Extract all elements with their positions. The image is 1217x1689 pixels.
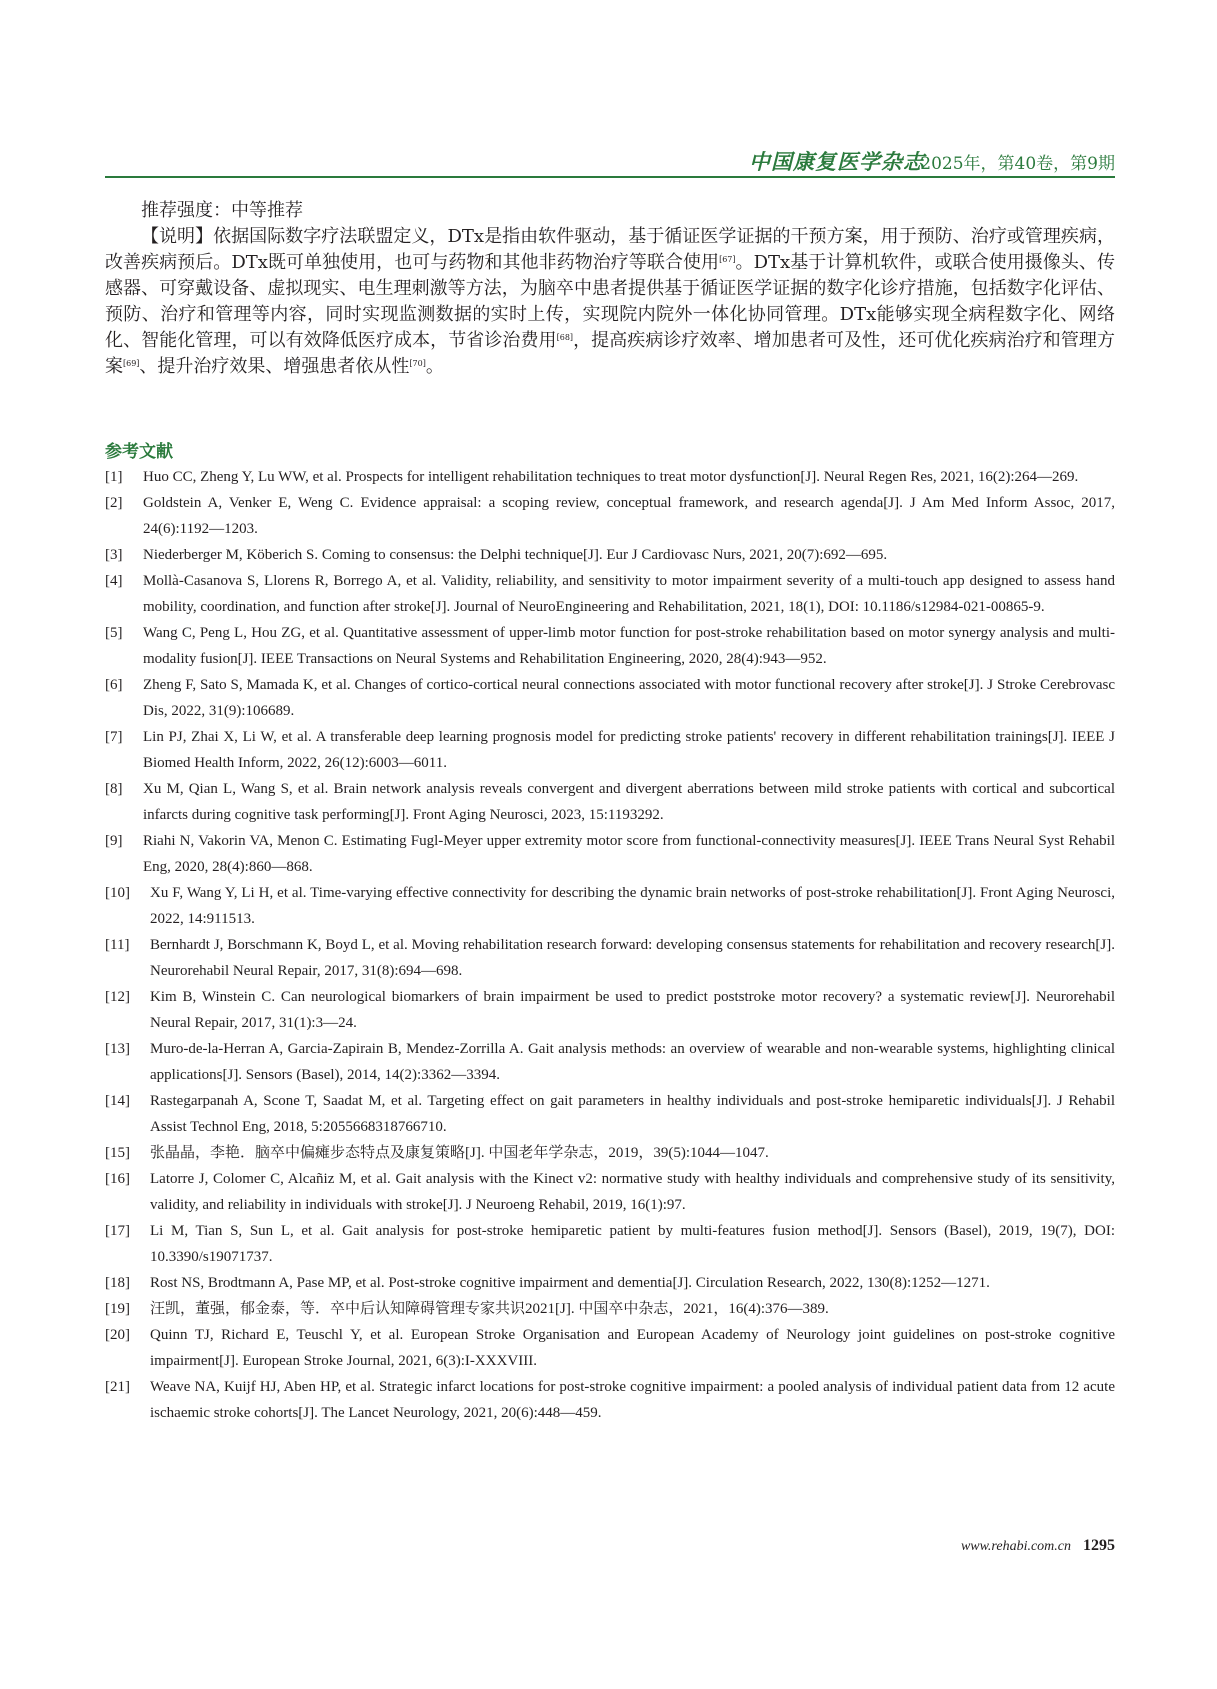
reference-text: Lin PJ, Zhai X, Li W, et al. A transferable deep learning prognosis model for predicting stroke patients' recovery in different rehabilitation trainings[J]. IEEE J Biomed Health Inform, 2022, 26(12):6003—6011. [143, 729, 1115, 771]
reference-number: [12] [105, 989, 130, 1005]
reference-text: Muro-de-la-Herran A, Garcia-Zapirain B, Mendez-Zorrilla A. Gait analysis methods: an overview of wearable and non-wearable systems, highlighting clinical applications[J]. Sensors (Basel), 2014, 14(2):3362—3394. [150, 1041, 1115, 1083]
reference-item [105, 880, 1115, 932]
page-header [105, 146, 1115, 176]
journal-logo: 中国康复医学杂志 [749, 149, 925, 174]
note-text-2: 。DTx基于计算机软件，或联合使用摄像头、传感器、可穿戴设备、虚拟现实、电生理刺激等方法，为脑卒中患者提供基于循证医学证据的数字化诊疗措施，包括数字化评估、预防、治疗和管理等内容，同时实现监测数据的实时上传，实现院内院外一体化协同管理。DTx能够实现全病程数字化、网络化、智能化管理，可以有效降低医疗成本，节省诊治费用 [105, 252, 1115, 351]
reference-number: [20] [105, 1327, 130, 1343]
reference-text: Quinn TJ, Richard E, Teuschl Y, et al. European Stroke Organisation and European Academy of Neurology joint guidelines on post-stroke cognitive impairment[J]. European Stroke Journal, 2021, 6(3):I-XXXVIII. [150, 1327, 1115, 1369]
reference-number: [11] [105, 937, 130, 953]
reference-text: Rost NS, Brodtmann A, Pase MP, et al. Post-stroke cognitive impairment and dementia[J]. Circulation Research, 2022, 130(8):1252—1271. [150, 1275, 990, 1291]
reference-number: [4] [105, 573, 123, 589]
reference-item [105, 776, 1115, 828]
reference-item [105, 1166, 1115, 1218]
note-text-5: 。 [425, 356, 444, 377]
reference-number: [10] [105, 885, 130, 901]
header-divider [105, 176, 1115, 178]
reference-item [105, 984, 1115, 1036]
reference-item [105, 1218, 1115, 1270]
note-text-3: ，提高疾病诊疗效率、增加患者可及性，还可优化疾病治疗和管理方案 [105, 330, 1115, 377]
reference-number: [13] [105, 1041, 130, 1057]
note-text-4: 、提升治疗效果、增强患者依从性 [139, 356, 410, 377]
reference-number: [5] [105, 625, 123, 641]
reference-text: Riahi N, Vakorin VA, Menon C. Estimating Fugl-Meyer upper extremity motor score from functional-connectivity measures[J]. IEEE Trans Neural Syst Rehabil Eng, 2020, 28(4):860—868. [143, 833, 1115, 875]
reference-item [105, 1374, 1115, 1426]
reference-number: [18] [105, 1275, 130, 1291]
reference-item [105, 1296, 1115, 1322]
recommendation-strength [105, 198, 1115, 224]
reference-item [105, 724, 1115, 776]
reference-item [105, 1036, 1115, 1088]
reference-text: Wang C, Peng L, Hou ZG, et al. Quantitative assessment of upper-limb motor function for post-stroke rehabilitation based on motor synergy analysis and multi-modality fusion[J]. IEEE Transactions on Neural Systems and Rehabilitation Engineering, 2020, 28(4):943—952. [143, 625, 1115, 667]
reference-number: [16] [105, 1171, 130, 1187]
reference-item [105, 542, 1115, 568]
reference-text: Huo CC, Zheng Y, Lu WW, et al. Prospects for intelligent rehabilitation techniques to treat motor dysfunction[J]. Neural Regen Res, 2021, 16(2):264—269. [143, 469, 1079, 485]
citation-67[interactable]: [67] [719, 255, 736, 264]
citation-69[interactable]: [69] [123, 359, 140, 368]
reference-item [105, 568, 1115, 620]
reference-text: Latorre J, Colomer C, Alcañiz M, et al. Gait analysis with the Kinect v2: normative study with healthy individuals and comprehensive study of its sensitivity, validity, and reliability in individuals with stroke[J]. J Neuroeng Rehabil, 2019, 16(1):97. [150, 1171, 1115, 1213]
reference-text: 张晶晶，李艳．脑卒中偏瘫步态特点及康复策略[J]. 中国老年学杂志，2019，39(5):1044—1047. [150, 1145, 769, 1161]
reference-text: Kim B, Winstein C. Can neurological biomarkers of brain impairment be used to predict poststroke motor recovery? a systematic review[J]. Neurorehabil Neural Repair, 2017, 31(1):3—24. [150, 989, 1115, 1031]
reference-text: Mollà-Casanova S, Llorens R, Borrego A, et al. Validity, reliability, and sensitivity to motor impairment severity of a multi-touch app designed to assess hand mobility, coordination, and function after stroke[J]. Journal of NeuroEngineering and Rehabilitation, 2021, 18(1), DOI: 10.1186/s12984-021-00865-9. [143, 573, 1115, 615]
reference-item [105, 1270, 1115, 1296]
reference-number: [17] [105, 1223, 130, 1239]
reference-number: [8] [105, 781, 123, 797]
reference-text: Bernhardt J, Borschmann K, Boyd L, et al. Moving rehabilitation research forward: developing consensus statements for rehabilitation and recovery research[J]. Neurorehabil Neural Repair, 2017, 31(8):694—698. [150, 937, 1115, 979]
reference-item [105, 932, 1115, 984]
reference-number: [2] [105, 495, 123, 511]
reference-text: 汪凯，董强，郁金泰，等．卒中后认知障碍管理专家共识2021[J]. 中国卒中杂志，2021，16(4):376—389. [150, 1301, 829, 1317]
reference-item [105, 620, 1115, 672]
reference-number: [9] [105, 833, 123, 849]
reference-number: [14] [105, 1093, 130, 1109]
note-paragraph [105, 224, 1115, 380]
reference-item [105, 1322, 1115, 1374]
page-number: 1295 [1083, 1537, 1115, 1554]
reference-item [105, 1140, 1115, 1166]
reference-text: Rastegarpanah A, Scone T, Saadat M, et al. Targeting effect on gait parameters in healthy individuals and post-stroke hemiparetic individuals[J]. J Rehabil Assist Technol Eng, 2018, 5:2055668318766710. [150, 1093, 1115, 1135]
citation-68[interactable]: [68] [556, 333, 574, 342]
reference-text: Niederberger M, Köberich S. Coming to consensus: the Delphi technique[J]. Eur J Cardiovasc Nurs, 2021, 20(7):692—695. [143, 547, 888, 563]
reference-item [105, 672, 1115, 724]
reference-item [105, 1088, 1115, 1140]
issue-info: 2025年，第40卷，第9期 [920, 154, 1115, 174]
reference-item [105, 490, 1115, 542]
reference-number: [7] [105, 729, 123, 745]
reference-text: Li M, Tian S, Sun L, et al. Gait analysis for post-stroke hemiparetic patient by multi-features fusion method[J]. Sensors (Basel), 2019, 19(7), DOI: 10.3390/s19071737. [150, 1223, 1115, 1265]
reference-number: [21] [105, 1379, 130, 1395]
reference-text: Xu F, Wang Y, Li H, et al. Time-varying effective connectivity for describing the dynamic brain networks of post-stroke rehabilitation[J]. Front Aging Neurosci, 2022, 14:911513. [150, 885, 1115, 927]
reference-number: [1] [105, 469, 123, 485]
reference-text: Goldstein A, Venker E, Weng C. Evidence appraisal: a scoping review, conceptual framework, and research agenda[J]. J Am Med Inform Assoc, 2017, 24(6):1192—1203. [143, 495, 1115, 537]
recommendation-strength-text: 推荐强度：中等推荐 [141, 200, 303, 221]
reference-text: Zheng F, Sato S, Mamada K, et al. Changes of cortico-cortical neural connections associated with motor functional recovery after stroke[J]. J Stroke Cerebrovasc Dis, 2022, 31(9):106689. [143, 677, 1115, 719]
reference-number: [15] [105, 1145, 130, 1161]
page-footer [105, 1537, 1115, 1561]
note-text-1: 【说明】依据国际数字疗法联盟定义，DTx是指由软件驱动，基于循证医学证据的干预方案，用于预防、治疗或管理疾病，改善疾病预后。DTx既可单独使用，也可与药物和其他非药物治疗等联合使用 [105, 226, 1115, 273]
references-heading: 参考文献 [105, 442, 173, 462]
reference-text: Weave NA, Kuijf HJ, Aben HP, et al. Strategic infarct locations for post-stroke cognitive impairment: a pooled analysis of individual patient data from 12 acute ischaemic stroke cohorts[J]. The Lancet Neurology, 2021, 20(6):448—459. [150, 1379, 1115, 1421]
website-link[interactable]: www.rehabi.com.cn [960, 1539, 1071, 1554]
citation-70[interactable]: [70] [409, 359, 426, 368]
reference-number: [3] [105, 547, 123, 563]
reference-number: [19] [105, 1301, 130, 1317]
reference-text: Xu M, Qian L, Wang S, et al. Brain network analysis reveals convergent and divergent aberrations between mild stroke patients with cortical and subcortical infarcts during cognitive task performing[J]. Front Aging Neurosci, 2023, 15:1193292. [143, 781, 1115, 823]
reference-number: [6] [105, 677, 123, 693]
reference-item [105, 828, 1115, 880]
reference-list [105, 464, 1115, 1426]
reference-item [105, 464, 1115, 490]
